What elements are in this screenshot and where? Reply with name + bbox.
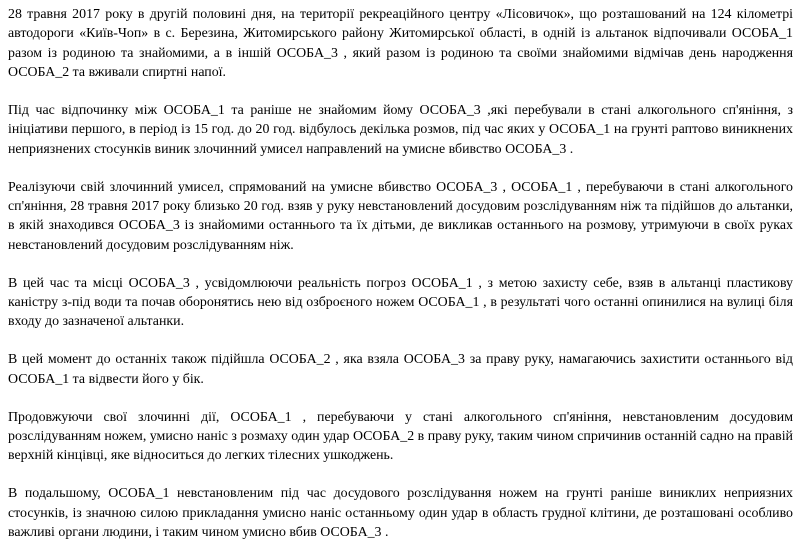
paragraph-6: Продовжуючи свої злочинні дії, ОСОБА_1 , перебуваючи у стані алкогольного сп'яніння, невстановленим досудовим розслідуванням ножем, умисно наніс з розмаху один удар ОСОБА_2 в праву руку, таким чином спричинив останній садно на правій верхній кінцівці, яке відноситься до легких тілесних ушкоджень. (8, 409, 793, 464)
paragraph-4: В цей час та місці ОСОБА_3 , усвідомлюючи реальність погроз ОСОБА_1 , з метою захисту себе, взяв в альтанці пластикову каністру з-під води та почав оборонятись нею від озброєного ножем ОСОБА_1 , в результаті чого останні опинилися на вулиці біля входу до зазначеної альтанки. (8, 275, 793, 330)
paragraph-2: Під час відпочинку між ОСОБА_1 та раніше не знайомим йому ОСОБА_3 ,які перебували в стані алкогольного сп'яніння, з ініціативи першого, в період із 15 год. до 20 год. відбулось декілька розмов, під час яких у ОСОБА_1 на грунті раптово виникнених неприязнених стосунків виник злочинний умисел направлений на умисне вбивство ОСОБА_3 . (8, 102, 793, 157)
paragraph-7: В подальшому, ОСОБА_1 невстановленим під час досудового розслідування ножем на грунті раніше виниклих неприязних стосунків, із значною силою прикладання умисно наніс останньому один удар в область грудної клітини, де розташовані особливо важливі органи людини, і таким чином умисно вбив ОСОБА_3 . (8, 486, 793, 541)
paragraph-5: В цей момент до останніх також підійшла ОСОБА_2 , яка взяла ОСОБА_3 за праву руку, намагаючись захистити останнього від ОСОБА_1 та відвести його у бік. (8, 352, 793, 387)
paragraph-3: Реалізуючи свій злочинний умисел, спрямований на умисне вбивство ОСОБА_3 , ОСОБА_1 , перебуваючи в стані алкогольного сп'яніння, 28 травня 2017 року близько 20 год. взяв у руку невстановлений досудовим розслідуванням ніж та підійшов до альтанки, в якій знаходився ОСОБА_3 із знайомими останнього та їх дітьми, де викликав останнього на розмову, утримуючи в своїх руках невстановлений досудовим розслідуванням ніж. (8, 179, 793, 253)
paragraph-1: 28 травня 2017 року в другій половині дня, на території рекреаційного центру «Лісовичок», що розташований на 124 кілометрі автодороги «Київ-Чоп» в с. Березина, Житомирського району Житомирської області, в одній із альтанок відпочивали ОСОБА_1 разом із родиною та знайомими, а в іншій ОСОБА_3 , який разом із родиною та своїми знайомими відмічав день народження ОСОБА_2 та вживали спиртні напої. (8, 7, 793, 80)
